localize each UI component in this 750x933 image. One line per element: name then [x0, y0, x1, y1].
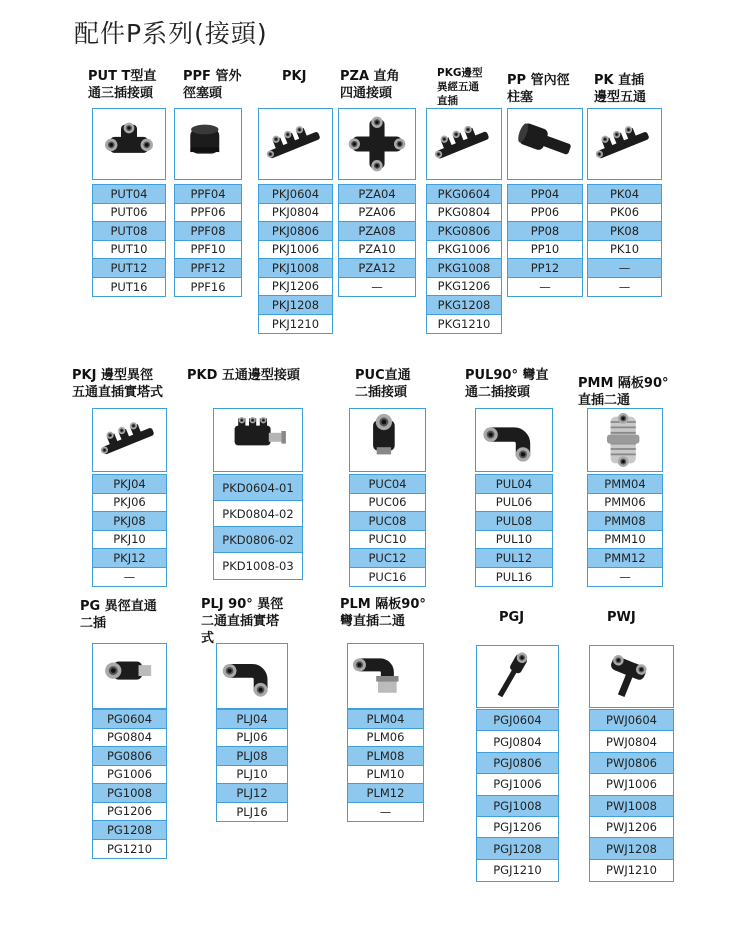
model-cell: PG1206	[93, 803, 166, 822]
model-cell: PKG1210	[437, 316, 491, 331]
product-image-puc	[349, 408, 426, 472]
model-cell: PKJ04	[93, 475, 166, 494]
model-cell: PGJ0804	[477, 731, 558, 752]
model-cell: PLM10	[348, 766, 423, 785]
model-cell: PKG0804	[427, 204, 501, 223]
model-cell: —	[619, 569, 631, 584]
model-cell: PUL04	[476, 475, 552, 494]
section-heading-pmm: PMM 隔板90° 直插二通	[578, 376, 669, 408]
product-image-pkg	[426, 108, 502, 180]
model-cell: PLJ08	[217, 747, 287, 766]
model-table-ppf	[174, 184, 242, 297]
product-image-pza	[338, 108, 416, 180]
model-cell: PKJ06	[93, 494, 166, 513]
model-cell: PMM08	[588, 512, 662, 531]
model-cell: PKJ1006	[259, 241, 332, 260]
model-cell: PMM12	[588, 549, 662, 568]
model-cell: PPF12	[175, 259, 241, 278]
model-cell: PUL10	[476, 531, 552, 550]
model-cell: —	[123, 569, 136, 584]
model-cell: PUC04	[350, 475, 425, 494]
page-title: 配件P系列(接頭)	[74, 19, 268, 48]
model-cell: PKJ1210	[271, 316, 320, 331]
model-cell: PP06	[508, 204, 582, 223]
model-cell: PUL12	[476, 549, 552, 568]
model-cell: PPF10	[175, 241, 241, 260]
section-heading-pgj: PGJ	[499, 610, 525, 625]
section-heading-pkj2: PKJ 邊型異徑 五通直插實塔式	[72, 368, 164, 400]
model-cell: PKJ10	[93, 531, 166, 550]
model-cell: —	[379, 804, 392, 819]
manifold-fitting-icon	[431, 113, 497, 175]
model-cell: PKG1008	[427, 259, 501, 278]
model-cell: PKG0806	[427, 222, 501, 241]
section-heading-plj: PLJ 90° 異徑 二通直插實塔 式	[201, 597, 284, 646]
product-image-pkj	[258, 108, 333, 180]
manifold-block-icon	[218, 413, 298, 467]
model-cell: PWJ0604	[590, 710, 673, 731]
section-heading-pkd: PKD 五通邊型接頭	[187, 368, 300, 383]
model-cell: PP04	[508, 185, 582, 204]
model-cell: PKD1008-03	[222, 559, 294, 573]
plug-cap-icon	[179, 113, 237, 175]
section-heading-pkg: PKG邊型 異經五通 直插	[437, 67, 483, 107]
product-image-pg	[92, 643, 167, 709]
model-table-pkj2	[92, 474, 167, 587]
model-cell: PKD0806-02	[214, 527, 302, 553]
model-table-plm	[347, 709, 424, 822]
product-image-pul	[475, 408, 553, 472]
product-image-pkd	[213, 408, 303, 472]
bulkhead-fitting-icon	[592, 413, 658, 467]
product-image-plm	[347, 643, 424, 709]
model-cell: PKJ1206	[259, 278, 332, 297]
model-cell: PZA12	[339, 259, 415, 278]
model-cell: PK10	[588, 241, 661, 260]
bulkhead-elbow-icon	[352, 648, 419, 704]
product-image-pwj	[589, 645, 674, 708]
model-cell: PUC06	[350, 494, 425, 513]
model-cell: PUC08	[350, 512, 425, 531]
model-cell: PZA04	[339, 185, 415, 204]
product-image-pk	[587, 108, 662, 180]
product-image-pp	[507, 108, 583, 180]
model-cell: PWJ1206	[590, 817, 673, 838]
section-heading-pwj: PWJ	[607, 610, 636, 625]
model-cell: PKG1206	[427, 278, 501, 297]
model-cell: —	[588, 259, 661, 278]
model-cell: —	[539, 279, 551, 294]
model-cell: PMM04	[588, 475, 662, 494]
model-cell: PKD0604-01	[214, 475, 302, 501]
model-cell: PWJ1006	[590, 774, 673, 795]
model-table-pkj	[258, 184, 333, 334]
model-cell: PLJ16	[236, 804, 268, 819]
model-table-put	[92, 184, 166, 297]
model-cell: PKJ08	[93, 512, 166, 531]
model-cell: PUT10	[93, 241, 165, 260]
product-image-ppf	[174, 108, 242, 180]
plunger-plug-icon	[512, 113, 578, 175]
union-straight-icon	[354, 413, 421, 467]
model-cell: —	[618, 279, 631, 294]
section-heading-pza: PZA 直角 四通接頭	[340, 69, 400, 101]
model-cell: PP08	[508, 222, 582, 241]
product-image-plj	[216, 643, 288, 709]
model-cell: PLM06	[348, 729, 423, 748]
manifold-fitting-icon	[97, 413, 162, 467]
model-cell: PG0806	[93, 747, 166, 766]
model-cell: PZA08	[339, 222, 415, 241]
model-table-pp	[507, 184, 583, 297]
model-cell: PGJ1006	[477, 774, 558, 795]
stem-reducer-icon	[481, 650, 554, 703]
model-cell: PWJ1208	[590, 838, 673, 859]
model-cell: PP10	[508, 241, 582, 260]
model-cell: PLM12	[348, 784, 423, 803]
section-heading-pg: PG 異徑直通 二插	[80, 599, 157, 631]
model-cell: PKJ0804	[259, 204, 332, 223]
model-cell: PGJ1208	[477, 838, 558, 859]
model-cell: PKG0604	[427, 185, 501, 204]
model-table-pza	[338, 184, 416, 297]
model-cell: PG1006	[93, 766, 166, 785]
model-cell: PUL16	[495, 569, 533, 584]
model-table-puc	[349, 474, 426, 587]
model-cell: PG0604	[93, 710, 166, 729]
manifold-fitting-icon	[592, 113, 657, 175]
model-cell: PUC12	[350, 549, 425, 568]
model-cell: PPF08	[175, 222, 241, 241]
model-cell: PK08	[588, 222, 661, 241]
product-image-pmm	[587, 408, 663, 472]
model-cell: PKJ1008	[259, 259, 332, 278]
model-cell: PG1008	[93, 784, 166, 803]
model-cell: PLJ12	[217, 784, 287, 803]
model-table-pk	[587, 184, 662, 297]
y-fitting-icon	[594, 650, 669, 703]
model-cell: PUC16	[368, 569, 407, 584]
section-heading-pkj: PKJ	[282, 69, 307, 84]
model-cell: PK04	[588, 185, 661, 204]
model-cell: PMM06	[588, 494, 662, 513]
model-cell: PG0804	[93, 729, 166, 748]
model-cell: PUC10	[350, 531, 425, 550]
model-cell: PKJ1208	[259, 296, 332, 315]
model-cell: PWJ1210	[606, 863, 657, 878]
model-cell: PGJ1008	[477, 796, 558, 817]
model-cell: PZA10	[339, 241, 415, 260]
model-table-pgj	[476, 709, 559, 882]
model-cell: PLM08	[348, 747, 423, 766]
section-heading-pk: PK 直插 邊型五通	[594, 73, 647, 105]
model-cell: PKG1208	[427, 296, 501, 315]
model-table-pmm	[587, 474, 663, 587]
section-heading-put: PUT T型直 通三插接頭	[88, 69, 157, 101]
section-heading-ppf: PPF 管外 徑塞頭	[183, 69, 242, 101]
model-cell: PPF04	[175, 185, 241, 204]
section-heading-plm: PLM 隔板90° 彎直插二通	[340, 597, 426, 629]
tee-fitting-icon	[97, 113, 161, 175]
model-cell: PKJ0806	[259, 222, 332, 241]
model-cell: PWJ1008	[590, 796, 673, 817]
model-table-plj	[216, 709, 288, 822]
cross-fitting-icon	[343, 113, 411, 175]
reducer-straight-icon	[97, 648, 162, 704]
model-cell: PLM04	[348, 710, 423, 729]
manifold-fitting-icon	[263, 113, 328, 175]
model-cell: PKD0804-02	[214, 501, 302, 527]
section-heading-pul: PUL90° 彎直 通二插接頭	[465, 368, 549, 400]
model-cell: PUL08	[476, 512, 552, 531]
model-cell: PK06	[588, 204, 661, 223]
product-image-pgj	[476, 645, 559, 708]
model-cell: PGJ0604	[477, 710, 558, 731]
model-table-pwj	[589, 709, 674, 882]
model-cell: PGJ1206	[477, 817, 558, 838]
model-cell: PGJ1210	[493, 863, 542, 878]
model-cell: PLJ06	[217, 729, 287, 748]
model-table-pkg	[426, 184, 502, 334]
model-cell: PPF16	[190, 279, 226, 294]
model-cell: PUL06	[476, 494, 552, 513]
model-cell: PPF06	[175, 204, 241, 223]
product-image-put	[92, 108, 166, 180]
model-cell: PUT06	[93, 204, 165, 223]
model-cell: PG1208	[93, 821, 166, 840]
model-cell: PUT12	[93, 259, 165, 278]
section-heading-pp: PP 管內徑 柱塞	[507, 73, 570, 105]
model-cell: PUT04	[93, 185, 165, 204]
model-cell: PKJ0604	[259, 185, 332, 204]
model-cell: PP12	[508, 259, 582, 278]
product-image-pkj2	[92, 408, 167, 472]
model-cell: PZA06	[339, 204, 415, 223]
model-cell: PMM10	[588, 531, 662, 550]
model-cell: PGJ0806	[477, 753, 558, 774]
model-cell: PLJ04	[217, 710, 287, 729]
model-cell: PWJ0804	[590, 731, 673, 752]
elbow-fitting-icon	[221, 648, 283, 704]
model-cell: PKG1006	[427, 241, 501, 260]
model-cell: PG1210	[106, 841, 153, 856]
model-cell: PUT08	[93, 222, 165, 241]
model-cell: —	[371, 279, 383, 294]
model-cell: PKJ12	[93, 549, 166, 568]
model-cell: PWJ0806	[590, 753, 673, 774]
model-table-pul	[475, 474, 553, 587]
elbow-fitting-icon	[480, 413, 548, 467]
model-cell: PUT16	[110, 279, 148, 294]
model-cell: PLJ10	[217, 766, 287, 785]
section-heading-puc: PUC直通 二插接頭	[355, 368, 411, 400]
model-table-pkd	[213, 474, 303, 580]
model-table-pg	[92, 709, 167, 859]
